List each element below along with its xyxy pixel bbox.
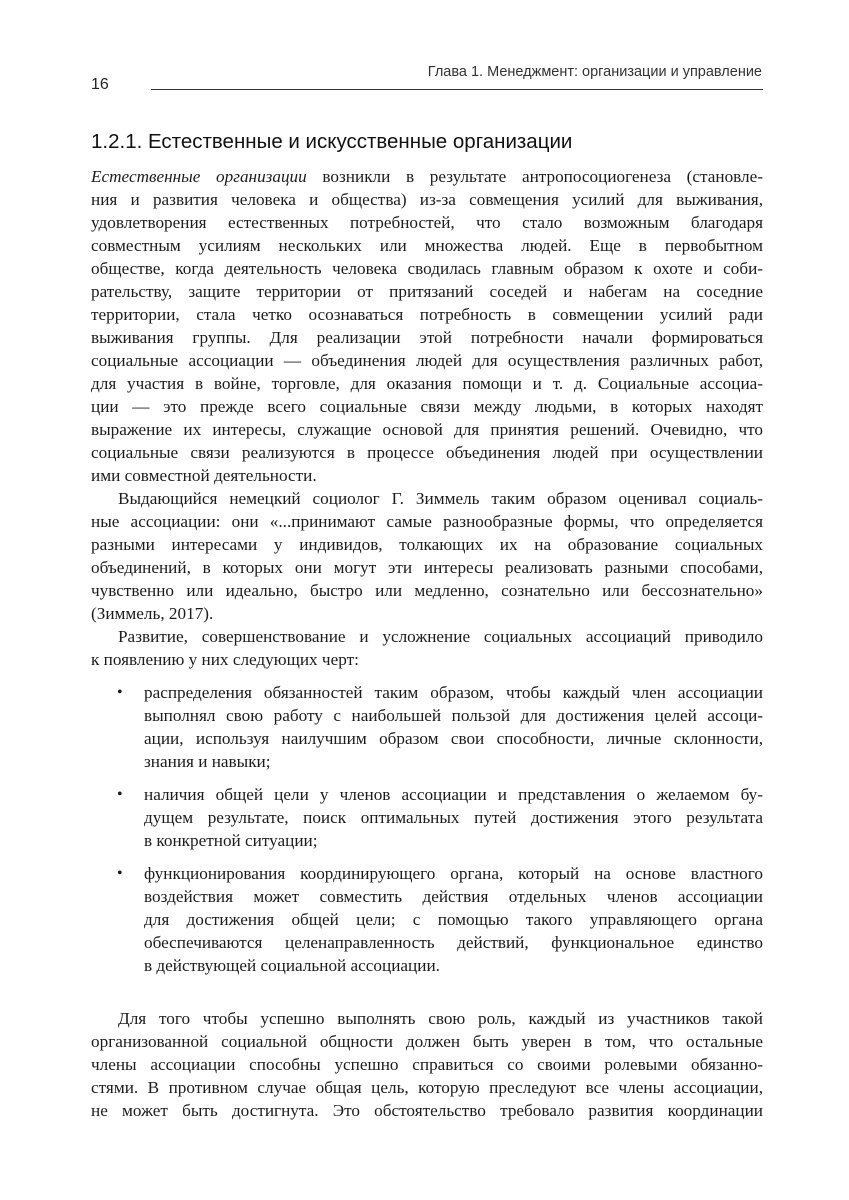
page-number: 16: [91, 76, 109, 93]
paragraph-line: стями. В противном случае общая цель, которую преследуют все члены ассоциации,: [91, 1078, 763, 1097]
paragraph-line: чувственно или идеально, быстро или медленно, сознательно или бессознательно»: [91, 581, 763, 600]
paragraph-line: ния и развития человека и общества) из-за совмещения усилий для выживания,: [91, 190, 763, 209]
list-line: обеспечиваются целенаправленность действий, функциональное единство: [144, 933, 763, 952]
paragraph-line: выражение их интересы, служащие основой для принятия решений. Очевидно, что: [91, 420, 763, 439]
paragraph-line: (Зиммель, 2017).: [91, 604, 214, 623]
paragraph-line: социальные ассоциации — объединения людей для осуществления различных работ,: [91, 351, 763, 370]
feature-list: [91, 681, 763, 977]
paragraph-line: ции — это прежде всего социальные связи между людьми, в которых находят: [91, 397, 763, 416]
list-line: воздействия может совместить действия отдельных членов ассоциации: [144, 887, 763, 906]
paragraph-line: не может быть достигнута. Это обстоятельство требовало развития координации: [91, 1101, 763, 1120]
paragraph-natural-organizations: [91, 165, 763, 487]
paragraph-line: Естественные организации возникли в результате антропосоциогенеза (становле-: [91, 167, 763, 186]
header-rule: [151, 89, 763, 90]
running-header: Глава 1. Менеджмент: организации и управление: [427, 64, 762, 80]
paragraph-line: рательству, защите территории от притязаний соседей и набегам на соседние: [91, 282, 763, 301]
paragraph-line: ими совместной деятельности.: [91, 466, 317, 485]
section-title: 1.2.1. Естественные и искусственные организации: [91, 130, 573, 153]
bullet-icon: •: [117, 684, 123, 701]
list-line: дущем результате, поиск оптимальных путей достижения этого результата: [144, 808, 763, 827]
list-line: выполнял свою работу с наибольшей пользой для достижения целей ассоци-: [144, 706, 763, 725]
list-item: [91, 681, 763, 773]
paragraph-development: [91, 625, 763, 671]
paragraph-line: удовлетворения естественных потребностей, что стало возможным благодаря: [91, 213, 763, 232]
paragraph-line: Для того чтобы успешно выполнять свою роль, каждый из участников такой: [118, 1009, 763, 1028]
list-line: наличия общей цели у членов ассоциации и представления о желаемом бу-: [144, 785, 763, 804]
list-item: [91, 783, 763, 852]
list-line: функционирования координирующего органа, который на основе властного: [144, 864, 763, 883]
paragraph-simmel-quote: [91, 487, 763, 625]
list-item: [91, 862, 763, 977]
paragraph-line: к появлению у них следующих черт:: [91, 650, 359, 669]
paragraph-line: совместным усилиям нескольких или множества людей. Еще в первобытном: [91, 236, 763, 255]
paragraph-line: социальные связи реализуются в процессе объединения людей при осуществлении: [91, 443, 763, 462]
paragraph-line: территории, стала четко осознаваться потребность в совмещении усилий ради: [91, 305, 763, 324]
paragraph-line: Выдающийся немецкий социолог Г. Зиммель таким образом оценивал социаль-: [118, 489, 763, 508]
paragraph-line: выживания группы. Для реализации этой потребности начали формироваться: [91, 328, 763, 347]
paragraph-line: обществе, когда деятельность человека сводилась главным образом к охоте и соби-: [91, 259, 763, 278]
paragraph-line: для участия в войне, торговле, для оказания помощи и т. д. Социальные ассоциа-: [91, 374, 763, 393]
body-text: [91, 165, 763, 1122]
list-line: распределения обязанностей таким образом, чтобы каждый член ассоциации: [144, 683, 763, 702]
spacer: [91, 987, 763, 1007]
paragraph-line: объединений, в которых они могут эти интересы реализовать разными способами,: [91, 558, 763, 577]
paragraph-coordination: [91, 1007, 763, 1122]
paragraph-line: члены ассоциации способны успешно справиться со своими ролевыми обязанно-: [91, 1055, 763, 1074]
list-line: в конкретной ситуации;: [144, 831, 318, 850]
paragraph-line: разными интересами у индивидов, толкающих их на образование социальных: [91, 535, 763, 554]
bullet-icon: •: [117, 865, 123, 882]
paragraph-line: ные ассоциации: они «...принимают самые разнообразные формы, что определяется: [91, 512, 763, 531]
list-line: ации, используя наилучшим образом свои способности, личные склонности,: [144, 729, 763, 748]
bullet-icon: •: [117, 786, 123, 803]
paragraph-line: Развитие, совершенствование и усложнение социальных ассоциаций приводило: [118, 627, 763, 646]
italic-term: Естественные организации: [91, 167, 307, 186]
paragraph-line: организованной социальной общности должен быть уверен в том, что остальные: [91, 1032, 763, 1051]
list-line: для достижения общей цели; с помощью такого управляющего органа: [144, 910, 763, 929]
list-line: знания и навыки;: [144, 752, 271, 771]
list-line: в действующей социальной ассоциации.: [144, 956, 440, 975]
